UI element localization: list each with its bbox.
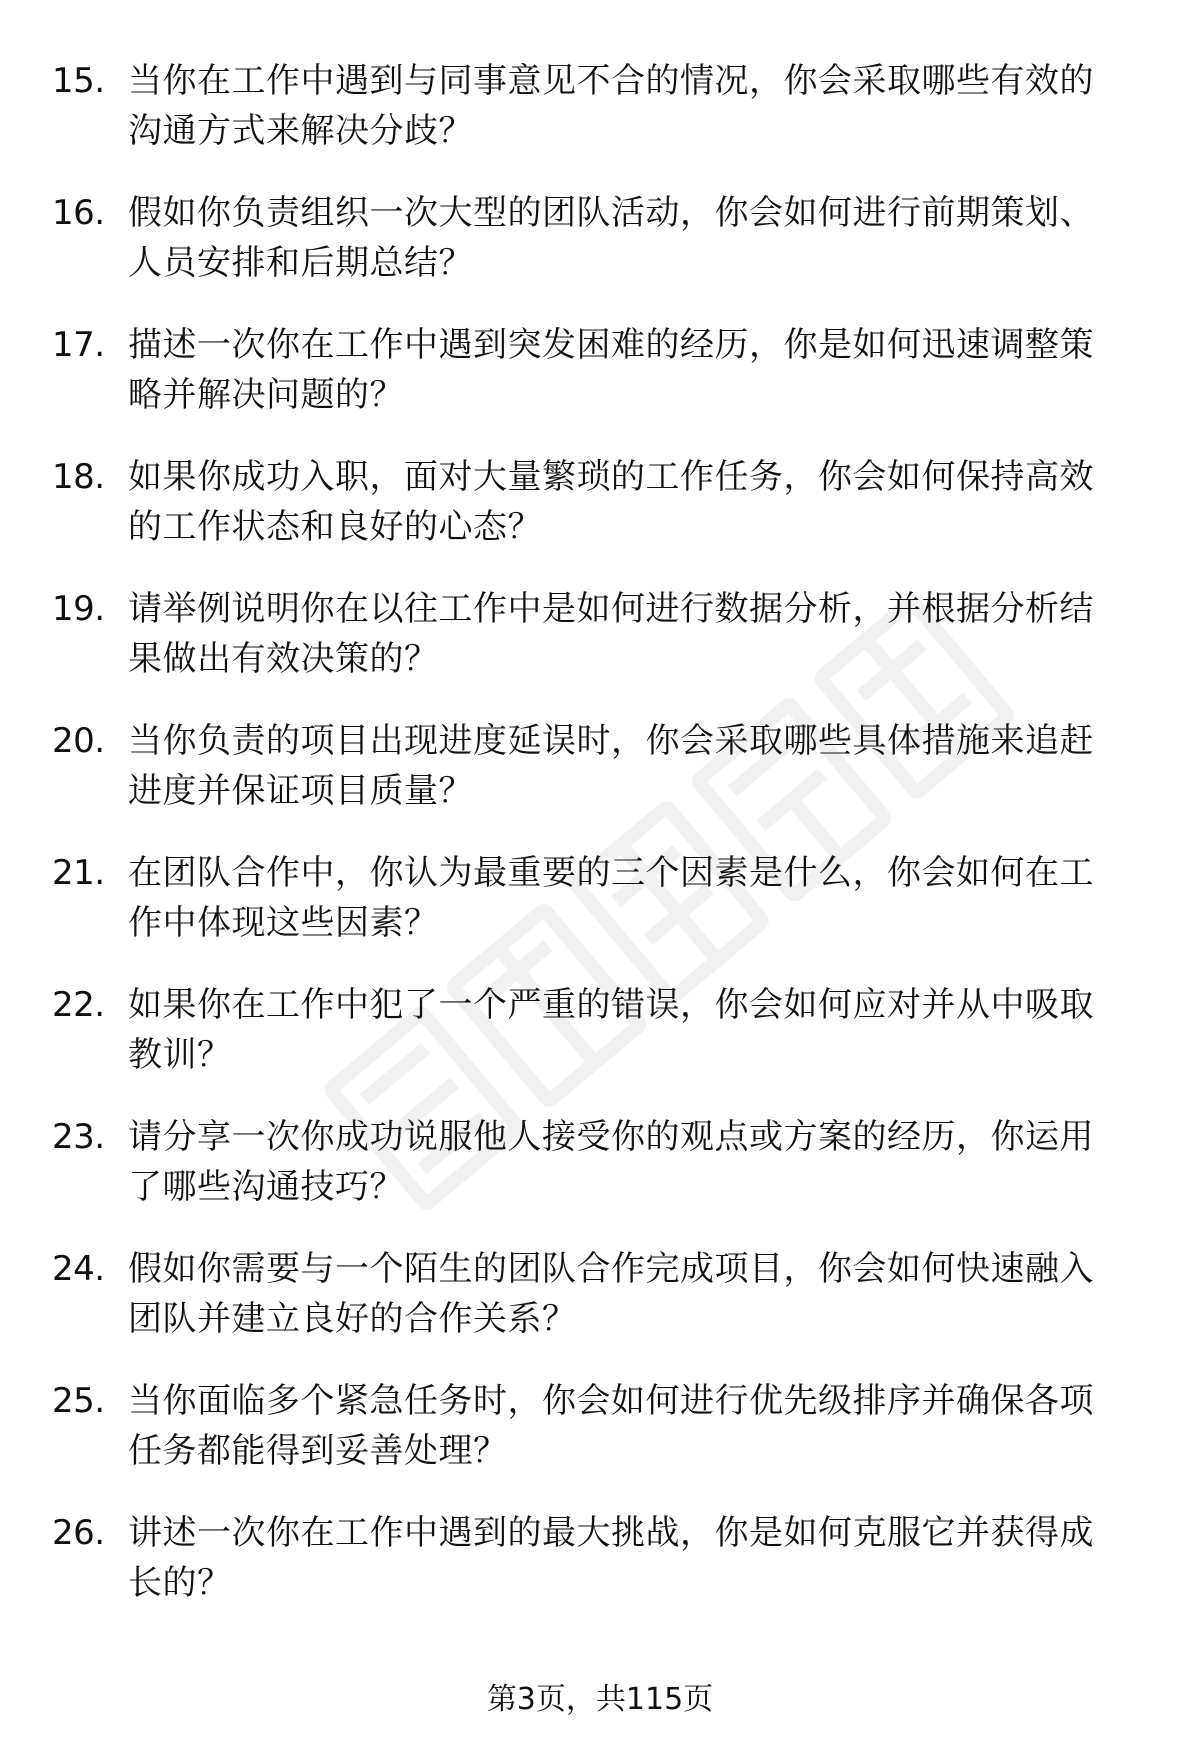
question-item [52, 716, 1152, 848]
question-item [52, 1112, 1152, 1244]
question-text: 描述一次你在工作中遇到突发困难的经历，你是如何迅速调整策略并解决问题的？ [128, 325, 1094, 415]
question-item [52, 848, 1152, 980]
question-text: 假如你需要与一个陌生的团队合作完成项目，你会如何快速融入团队并建立良好的合作关系？ [128, 1249, 1094, 1339]
question-number: 26. [52, 1513, 105, 1553]
question-number: 19. [52, 589, 105, 629]
question-item [52, 452, 1152, 584]
question-item [52, 56, 1152, 188]
question-text: 在团队合作中，你认为最重要的三个因素是什么，你会如何在工作中体现这些因素？ [128, 853, 1094, 943]
question-item [52, 1244, 1152, 1376]
question-text: 请举例说明你在以往工作中是如何进行数据分析，并根据分析结果做出有效决策的？ [128, 589, 1094, 679]
question-text: 假如你负责组织一次大型的团队活动，你会如何进行前期策划、人员安排和后期总结？ [128, 193, 1094, 283]
question-text: 当你面临多个紧急任务时，你会如何进行优先级排序并确保各项任务都能得到妥善处理？ [128, 1381, 1094, 1471]
question-text: 当你在工作中遇到与同事意见不合的情况，你会采取哪些有效的沟通方式来解决分歧？ [128, 61, 1094, 151]
question-text: 讲述一次你在工作中遇到的最大挑战，你是如何克服它并获得成长的？ [128, 1513, 1094, 1603]
question-item [52, 980, 1152, 1112]
page-footer: 第3页，共115页 [486, 1682, 714, 1717]
question-item [52, 1376, 1152, 1508]
question-number: 18. [52, 457, 105, 497]
question-number: 17. [52, 325, 105, 365]
question-item [52, 320, 1152, 452]
question-number: 20. [52, 721, 105, 761]
question-number: 24. [52, 1249, 105, 1289]
question-item [52, 188, 1152, 320]
question-item [52, 1508, 1152, 1640]
question-number: 15. [52, 61, 105, 101]
question-number: 21. [52, 853, 105, 893]
question-text: 请分享一次你成功说服他人接受你的观点或方案的经历，你运用了哪些沟通技巧？ [128, 1117, 1094, 1207]
question-number: 22. [52, 985, 105, 1025]
question-number: 23. [52, 1117, 105, 1157]
question-number: 25. [52, 1381, 105, 1421]
question-text: 如果你在工作中犯了一个严重的错误，你会如何应对并从中吸取教训？ [128, 985, 1094, 1075]
question-text: 当你负责的项目出现进度延误时，你会采取哪些具体措施来追赶进度并保证项目质量？ [128, 721, 1094, 811]
question-item [52, 584, 1152, 716]
question-list [52, 56, 1152, 1640]
question-text: 如果你成功入职，面对大量繁琐的工作任务，你会如何保持高效的工作状态和良好的心态？ [128, 457, 1094, 547]
question-number: 16. [52, 193, 105, 233]
